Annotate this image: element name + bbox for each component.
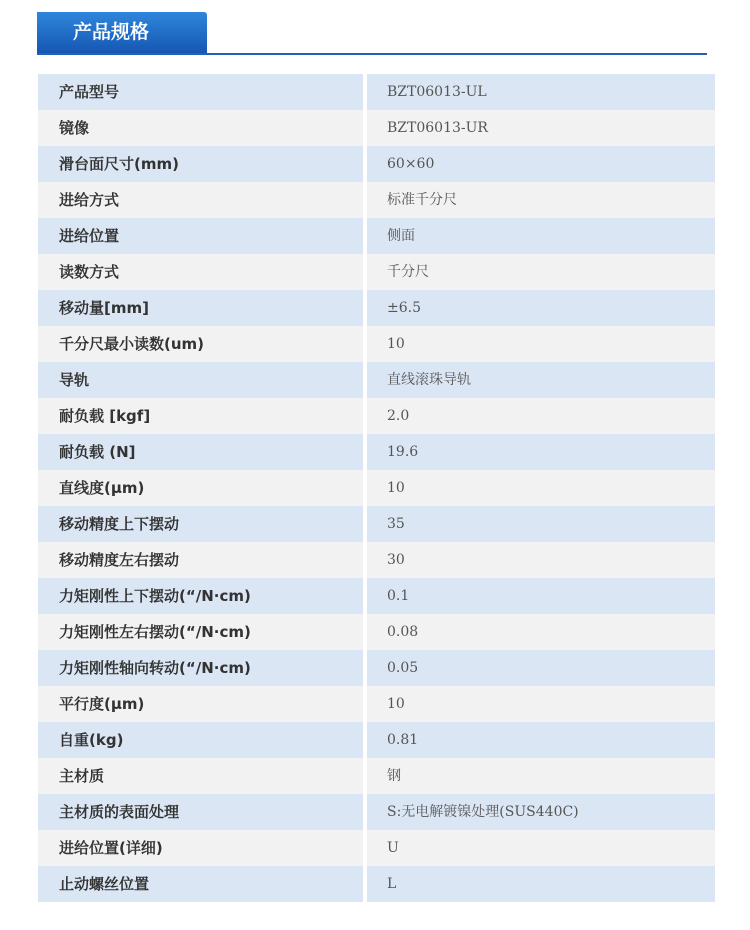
table-row [38, 110, 715, 146]
spec-value: 0.81 [367, 722, 715, 758]
table-row [38, 146, 715, 182]
table-row [38, 578, 715, 614]
spec-label: 耐负载 (N] [38, 434, 363, 470]
spec-value: ±6.5 [367, 290, 715, 326]
spec-label: 移动量[mm] [38, 290, 363, 326]
spec-label: 主材质 [38, 758, 363, 794]
spec-value: 19.6 [367, 434, 715, 470]
spec-value: BZT06013-UL [367, 74, 715, 110]
section-header [37, 12, 707, 56]
table-row [38, 470, 715, 506]
spec-table [38, 74, 715, 902]
spec-value: 10 [367, 326, 715, 362]
spec-label: 导轨 [38, 362, 363, 398]
spec-label: 移动精度左右摆动 [38, 542, 363, 578]
table-row [38, 650, 715, 686]
spec-label: 主材质的表面处理 [38, 794, 363, 830]
table-row [38, 218, 715, 254]
spec-label: 耐负载 [kgf] [38, 398, 363, 434]
spec-label: 产品型号 [38, 74, 363, 110]
spec-value: 钢 [367, 758, 715, 794]
spec-value: S:无电解镀镍处理(SUS440C) [367, 794, 715, 830]
table-row [38, 614, 715, 650]
table-row [38, 74, 715, 110]
spec-label: 力矩刚性轴向转动(“/N·cm) [38, 650, 363, 686]
table-row [38, 398, 715, 434]
table-row [38, 290, 715, 326]
header-divider [37, 53, 707, 55]
spec-value: 2.0 [367, 398, 715, 434]
table-row [38, 182, 715, 218]
table-row [38, 866, 715, 902]
spec-value: L [367, 866, 715, 902]
table-row [38, 686, 715, 722]
spec-value: 60×60 [367, 146, 715, 182]
table-row [38, 434, 715, 470]
spec-label: 滑台面尺寸(mm) [38, 146, 363, 182]
spec-value: 标准千分尺 [367, 182, 715, 218]
spec-value: 0.05 [367, 650, 715, 686]
spec-label: 直线度(μm) [38, 470, 363, 506]
spec-value: 直线滚珠导轨 [367, 362, 715, 398]
spec-value: 0.08 [367, 614, 715, 650]
spec-value: 30 [367, 542, 715, 578]
table-row [38, 722, 715, 758]
spec-label: 千分尺最小读数(um) [38, 326, 363, 362]
spec-label: 平行度(μm) [38, 686, 363, 722]
table-row [38, 794, 715, 830]
table-row [38, 542, 715, 578]
table-row [38, 326, 715, 362]
spec-value: 10 [367, 686, 715, 722]
spec-label: 移动精度上下摆动 [38, 506, 363, 542]
spec-label: 进给位置(详细) [38, 830, 363, 866]
spec-label: 镜像 [38, 110, 363, 146]
spec-value: U [367, 830, 715, 866]
spec-label: 自重(kg) [38, 722, 363, 758]
spec-label: 止动螺丝位置 [38, 866, 363, 902]
spec-value: 侧面 [367, 218, 715, 254]
spec-value: 10 [367, 470, 715, 506]
spec-label: 读数方式 [38, 254, 363, 290]
spec-value: BZT06013-UR [367, 110, 715, 146]
table-row [38, 506, 715, 542]
section-title: 产品规格 [37, 12, 207, 53]
spec-label: 力矩刚性左右摆动(“/N·cm) [38, 614, 363, 650]
spec-value: 千分尺 [367, 254, 715, 290]
spec-label: 进给方式 [38, 182, 363, 218]
spec-label: 力矩刚性上下摆动(“/N·cm) [38, 578, 363, 614]
table-row [38, 758, 715, 794]
spec-value: 35 [367, 506, 715, 542]
spec-value: 0.1 [367, 578, 715, 614]
spec-label: 进给位置 [38, 218, 363, 254]
table-row [38, 830, 715, 866]
table-row [38, 362, 715, 398]
table-row [38, 254, 715, 290]
